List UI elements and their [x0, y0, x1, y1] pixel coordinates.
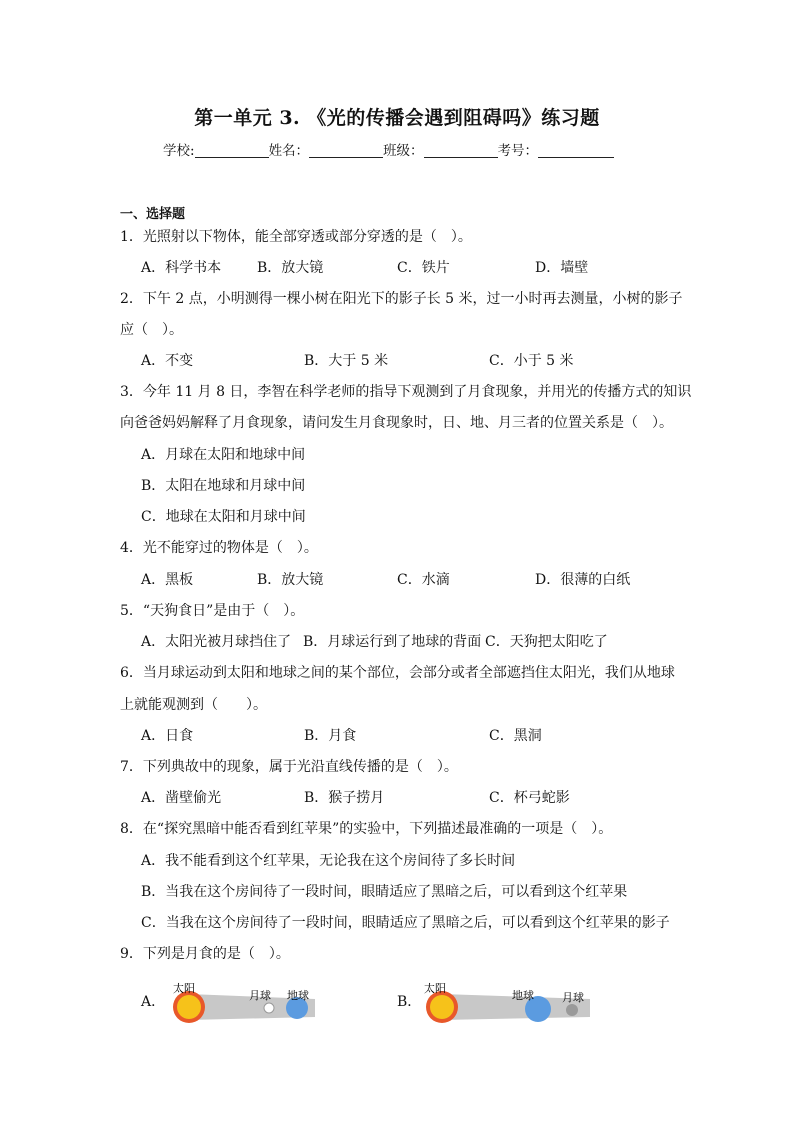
question-1: 1．光照射以下物体，能全部穿透或部分穿透的是（ ）。 — [120, 229, 472, 245]
question-8-option-a[interactable]: A．我不能看到这个红苹果，无论我在这个房间待了多长时间 — [141, 853, 516, 869]
class-field[interactable] — [424, 143, 498, 158]
option-b[interactable]: B．放大镜 — [257, 260, 324, 276]
question-8-option-c[interactable]: C．当我在这个房间待了一段时间，眼睛适应了黑暗之后，可以看到这个红苹果的影子 — [141, 915, 670, 931]
option-d[interactable]: D．墙壁 — [535, 260, 589, 276]
section-title: 一、选择题 — [120, 207, 186, 222]
question-3-line-1: 3．今年 11 月 8 日，李智在科学老师的指导下观测到了月食现象，并用光的传播方式的知识 — [120, 384, 692, 400]
earth-label: 地球 — [287, 989, 309, 1002]
option-a[interactable]: A．黑板 — [141, 572, 194, 588]
question-8: 8．在“探究黑暗中能否看到红苹果”的实验中，下列描述最准确的一项是（ ）。 — [120, 821, 613, 837]
question-3-option-c[interactable]: C．地球在太阳和月球中间 — [141, 509, 306, 525]
question-2-line-1: 2．下午 2 点，小明测得一棵小树在阳光下的影子长 5 米，过一小时再去测量，小树的影子 — [120, 291, 683, 307]
question-3-option-b[interactable]: B．太阳在地球和月球中间 — [141, 478, 306, 494]
option-c[interactable]: C．黑洞 — [489, 728, 542, 744]
name-field[interactable] — [309, 143, 383, 158]
question-7: 7．下列典故中的现象，属于光沿直线传播的是（ ）。 — [120, 759, 458, 775]
option-a[interactable]: A．凿壁偷光 — [141, 790, 222, 806]
moon-label: 月球 — [562, 991, 584, 1004]
question-9: 9．下列是月食的是（ ）。 — [120, 946, 290, 962]
student-info-line — [163, 139, 614, 159]
option-a[interactable]: A．不变 — [141, 353, 194, 369]
earth-label: 地球 — [512, 989, 534, 1002]
page-title: 第一单元 3. 《光的传播会遇到阻碍吗》练习题 — [194, 107, 600, 129]
question-4: 4．光不能穿过的物体是（ ）。 — [120, 540, 318, 556]
sun-label: 太阳 — [173, 982, 195, 995]
question-3-option-a[interactable]: A．月球在太阳和地球中间 — [141, 447, 306, 463]
name-label: 姓名： — [268, 143, 310, 159]
option-a[interactable]: A．日食 — [141, 728, 194, 744]
option-c[interactable]: C．天狗把太阳吃了 — [485, 634, 608, 650]
moon-icon — [566, 1004, 578, 1016]
option-c[interactable]: C．铁片 — [397, 260, 450, 276]
question-5: 5．“天狗食日”是由于（ ）。 — [120, 603, 305, 619]
sun-label: 太阳 — [424, 982, 446, 995]
question-9-option-a-label[interactable]: A． — [141, 994, 166, 1010]
option-b[interactable]: B．大于 5 米 — [304, 353, 389, 369]
option-a[interactable]: A．太阳光被月球挡住了 — [141, 634, 292, 650]
moon-icon — [264, 1003, 274, 1013]
moon-label: 月球 — [249, 989, 271, 1002]
eclipse-figure-a[interactable] — [165, 980, 335, 1025]
exam-no-label: 考号： — [497, 143, 539, 159]
option-c[interactable]: C．水滴 — [397, 572, 450, 588]
school-label: 学校: — [163, 143, 195, 159]
option-d[interactable]: D．很薄的白纸 — [535, 572, 631, 588]
option-a[interactable]: A．科学书本 — [141, 260, 222, 276]
option-c[interactable]: C．杯弓蛇影 — [489, 790, 570, 806]
option-b[interactable]: B．月球运行到了地球的背面 — [303, 634, 482, 650]
question-9-option-b-label[interactable]: B． — [397, 994, 422, 1010]
question-3-line-2: 向爸爸妈妈解释了月食现象，请问发生月食现象时，日、地、月三者的位置关系是（ ）。 — [120, 415, 673, 431]
option-c[interactable]: C．小于 5 米 — [489, 353, 574, 369]
eclipse-figure-b[interactable] — [418, 980, 593, 1025]
exam-no-field[interactable] — [538, 143, 614, 158]
sun-icon — [426, 991, 458, 1023]
question-6-line-1: 6．当月球运动到太阳和地球之间的某个部位，会部分或者全部遮挡住太阳光，我们从地球 — [120, 665, 675, 681]
question-6-line-2: 上就能观测到（ ）。 — [120, 697, 267, 713]
option-b[interactable]: B．月食 — [304, 728, 357, 744]
question-8-option-b[interactable]: B．当我在这个房间待了一段时间，眼睛适应了黑暗之后，可以看到这个红苹果 — [141, 884, 628, 900]
school-field[interactable] — [195, 143, 269, 158]
question-2-line-2: 应（ ）。 — [120, 322, 183, 338]
option-b[interactable]: B．放大镜 — [257, 572, 324, 588]
class-label: 班级： — [383, 143, 424, 159]
option-b[interactable]: B．猴子捞月 — [304, 790, 385, 806]
sun-icon — [173, 991, 205, 1023]
